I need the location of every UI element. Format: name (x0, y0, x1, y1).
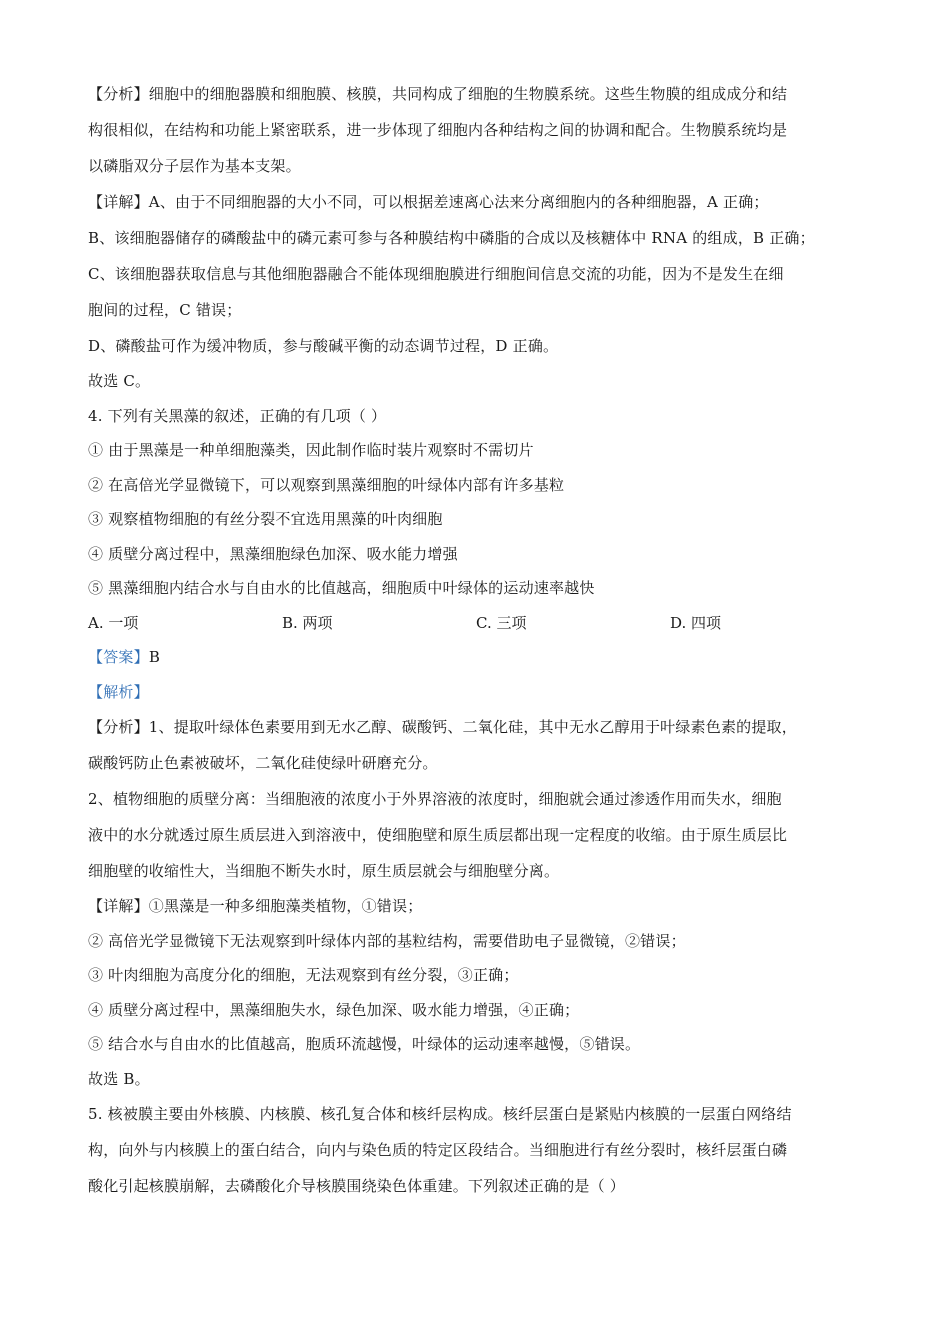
text-line: 【分析】1、提取叶绿体色素要用到无水乙醇、碳酸钙、二氧化硅，其中无水乙醇用于叶绿素色素的提取， (88, 718, 797, 736)
text-line: D、磷酸盐可作为缓冲物质，参与酸碱平衡的动态调节过程，D 正确。 (88, 337, 559, 355)
text-line: 构很相似，在结构和功能上紧密联系，进一步体现了细胞内各种结构之间的协调和配合。生物膜系统均是 (88, 121, 788, 139)
text-line: ⑤ 结合水与自由水的比值越高，胞质环流越慢，叶绿体的运动速率越慢，⑤错误。 (88, 1035, 641, 1053)
option-b: B. 两项 (282, 613, 333, 632)
answer-options (88, 606, 868, 641)
question-stem: 酸化引起核膜崩解，去磷酸化介导核膜围绕染色体重建。下列叙述正确的是（ ） (88, 1177, 625, 1195)
text-line: 碳酸钙防止色素被破坏，二氧化硅使绿叶研磨充分。 (88, 754, 438, 772)
text-line: 【详解】A、由于不同细胞器的大小不同，可以根据差速离心法来分离细胞内的各种细胞器，A 正确； (88, 193, 769, 211)
text-line: 2、植物细胞的质壁分离：当细胞液的浓度小于外界溶液的浓度时，细胞就会通过渗透作用而失水，细胞 (88, 790, 782, 808)
text-line: 细胞壁的收缩性大，当细胞不断失水时，原生质层就会与细胞壁分离。 (88, 862, 560, 880)
answer-value: B (148, 648, 161, 666)
text-line: ③ 叶肉细胞为高度分化的细胞，无法观察到有丝分裂，③正确； (88, 966, 519, 984)
text-line: 【分析】细胞中的细胞器膜和细胞膜、核膜，共同构成了细胞的生物膜系统。这些生物膜的组成成分和结 (88, 85, 788, 103)
statement-item: ① 由于黑藻是一种单细胞藻类，因此制作临时装片观察时不需切片 (88, 441, 534, 459)
question-5 (88, 1096, 868, 1204)
option-a: A. 一项 (88, 613, 139, 632)
q4-analysis-block (88, 709, 868, 889)
statement-item: ④ 质壁分离过程中，黑藻细胞绿色加深、吸水能力增强 (88, 544, 458, 563)
text-line: 以磷脂双分子层作为基本支架。 (88, 157, 301, 175)
statement-item: ⑤ 黑藻细胞内结合水与自由水的比值越高，细胞质中叶绿体的运动速率越快 (88, 579, 595, 597)
question-stem: 5. 核被膜主要由外核膜、内核膜、核孔复合体和核纤层构成。核纤层蛋白是紧贴内核膜的一层蛋白网络结 (88, 1105, 792, 1123)
text-line: 液中的水分就透过原生质层进入到溶液中，使细胞壁和原生质层都出现一定程度的收缩。由于原生质层比 (88, 826, 788, 844)
option-d: D. 四项 (670, 613, 722, 632)
q4-detail-block (88, 889, 868, 1096)
question-4 (88, 399, 868, 710)
text-line: ② 高倍光学显微镜下无法观察到叶绿体内部的基粒结构，需要借助电子显微镜，②错误； (88, 931, 686, 950)
text-line: B、该细胞器储存的磷酸盐中的磷元素可参与各种膜结构中磷脂的合成以及核糖体中 RNA 的组成，B 正确； (88, 229, 815, 247)
statement-item: ③ 观察植物细胞的有丝分裂不宜选用黑藻的叶肉细胞 (88, 510, 443, 528)
text-line: 故选 B。 (88, 1069, 150, 1088)
answer-label: 【答案】 (88, 648, 149, 666)
analysis-label: 【解析】 (88, 682, 149, 701)
text-line: C、该细胞器获取信息与其他细胞器融合不能体现细胞膜进行细胞间信息交流的功能，因为不是发生在细 (88, 265, 784, 283)
text-line: 故选 C。 (88, 372, 151, 390)
text-line: 胞间的过程，C 错误； (88, 301, 242, 319)
option-c: C. 三项 (476, 613, 527, 632)
answer-line (88, 640, 868, 675)
q3-analysis-block (88, 76, 868, 399)
question-stem: 构，向外与内核膜上的蛋白结合，向内与染色质的特定区段结合。当细胞进行有丝分裂时，核纤层蛋白磷 (88, 1141, 788, 1159)
text-line: 【详解】①黑藻是一种多细胞藻类植物，①错误； (88, 897, 423, 915)
question-stem: 4. 下列有关黑藻的叙述，正确的有几项（ ） (88, 406, 387, 425)
document-page (88, 76, 868, 1204)
text-line: ④ 质壁分离过程中，黑藻细胞失水，绿色加深、吸水能力增强，④正确； (88, 1000, 580, 1019)
statement-item: ② 在高倍光学显微镜下，可以观察到黑藻细胞的叶绿体内部有许多基粒 (88, 475, 565, 494)
